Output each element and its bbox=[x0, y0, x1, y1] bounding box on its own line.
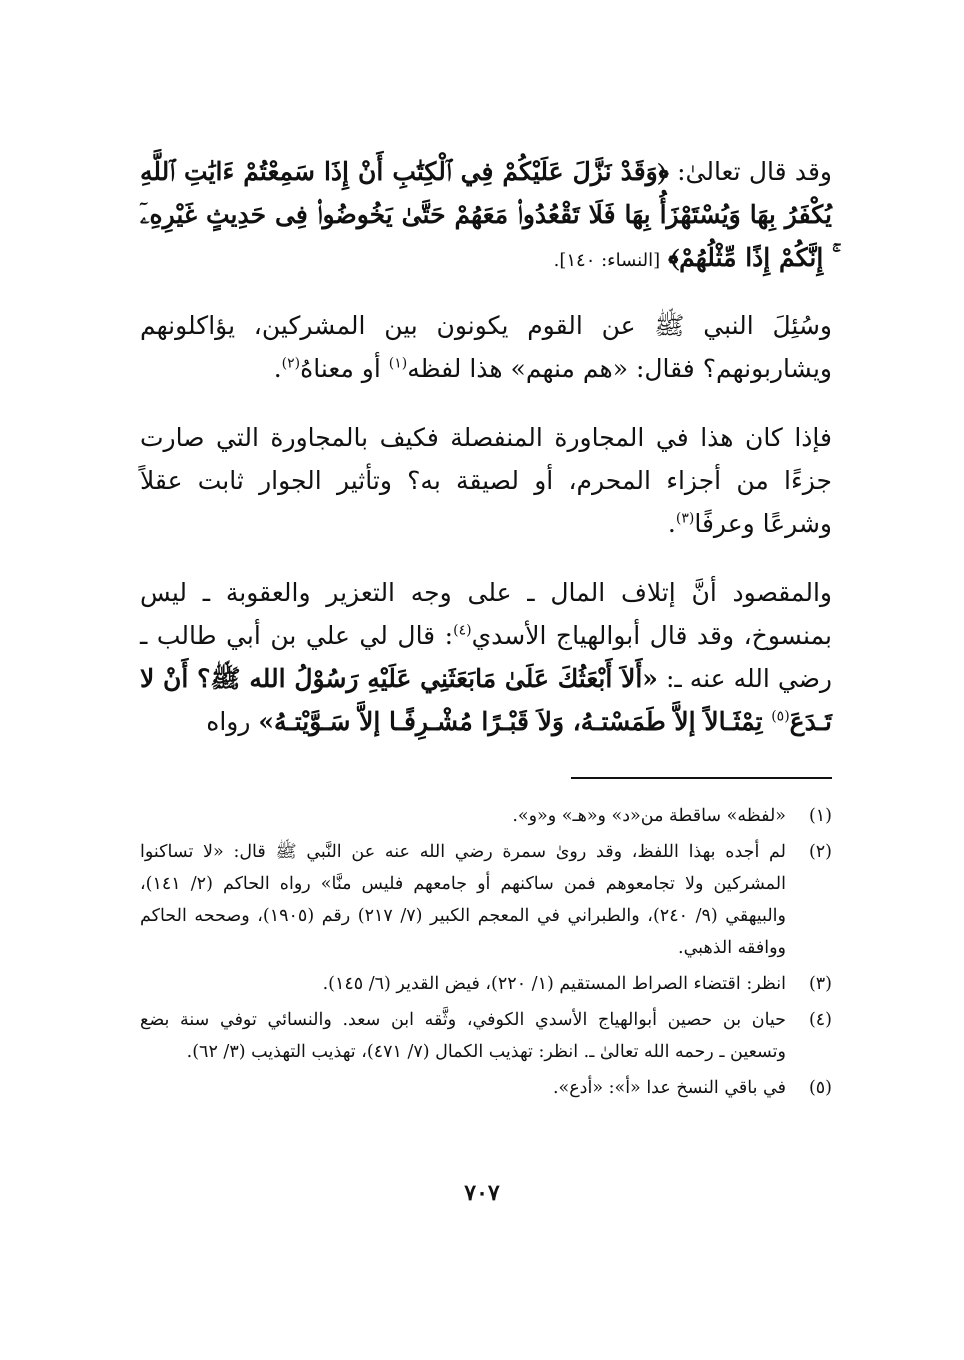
footnote-item bbox=[140, 1072, 832, 1104]
footnote-item bbox=[140, 800, 832, 832]
footnotes-section bbox=[140, 800, 832, 1108]
footnote-number: (٣) bbox=[808, 974, 832, 994]
paragraph-quran-verse bbox=[140, 150, 832, 282]
footnote-item bbox=[140, 968, 832, 1000]
paragraph-destruction-of-property bbox=[140, 571, 832, 743]
footnote-text: لم أجده بهذا اللفظ، وقد روىٰ سمرة رضي الله عنه عن النَّبي ﷺ قال: «لا تساكنوا المشركين ولا تجامعوهم فمن ساكنهم أو جامعهم فليس منَّا» رواه الحاكم (٢/ ١٤١)، والبيهقي (٩/ ٢٤٠)، والطبراني في المعجم الكبير (٧/ ٢١٧) رقم (١٩٠٥)، وصححه الحاكم ووافقه الذهبي. bbox=[140, 842, 786, 958]
footnote-ref-5[interactable]: (٥) bbox=[771, 708, 790, 725]
paragraph-text: فإذا كان هذا في المجاورة المنفصلة فكيف بالمجاورة التي صارت جزءًا من أجزاء المحرم، أو لصيقة به؟ وتأثير الجوار ثابت عقلاً وشرعًا وعرفًا bbox=[140, 423, 832, 538]
footnote-ref-3[interactable]: (٣) bbox=[675, 510, 695, 527]
quran-intro: وقد قال تعالىٰ: bbox=[668, 157, 832, 186]
paragraph-end: . bbox=[667, 509, 676, 538]
paragraph-text: أو معناهُ bbox=[300, 354, 389, 383]
footnote-number: (١) bbox=[808, 806, 832, 826]
footnote-number: (٥) bbox=[808, 1078, 832, 1098]
footnote-separator bbox=[571, 777, 832, 779]
hadith-quote: تِمْثَـالاً إلاَّ طَمَسْتـهُ، وَلاَ قَبْـرًا مُشْـرِفًـا إلاَّ سَـوَّيْتـهُ» bbox=[258, 707, 772, 736]
footnote-ref-4[interactable]: (٤) bbox=[453, 622, 472, 639]
footnote-ref-1[interactable]: (١) bbox=[388, 355, 408, 372]
footnote-text: انظر: اقتضاء الصراط المستقيم (١/ ٢٢٠)، فيض القدير (٦/ ١٤٥). bbox=[322, 974, 786, 994]
footnote-text: «لفظه» ساقطة من«د» و«هـ» و«و». bbox=[512, 806, 786, 826]
footnote-item bbox=[140, 1004, 832, 1068]
footnote-text: في باقي النسخ عدا «أ»: «أدع». bbox=[552, 1078, 786, 1098]
footnote-number: (٤) bbox=[808, 1010, 832, 1030]
footnote-ref-2[interactable]: (٢) bbox=[281, 355, 301, 372]
page-number: ٧٠٧ bbox=[464, 1180, 500, 1206]
footnote-number: (٢) bbox=[808, 842, 832, 862]
paragraph-text: وسُئِلَ النبي ﷺ عن القوم يكونون بين المشركين، يؤاكلونهم ويشاربونهم؟ فقال: «هم منهم» هذا لفظه bbox=[140, 311, 832, 383]
paragraph-text: والمقصود أنَّ إتلاف المال ـ على وجه التعزير والعقوبة ـ ليس بمنسوخ، وقد قال أبوالهياج الأسدي bbox=[140, 578, 832, 650]
hadith-quote: «أَلاَ أَبْعَثُكَ عَلَىٰ مَابَعَثَنِي عَلَيْهِ رَسُوْلُ الله ﷺ؟ أَنْ لا تَـدَعَ bbox=[140, 664, 832, 736]
quran-verse: ﴿وَقَدْ نَزَّلَ عَلَيْكُمْ فِي ٱلْكِتَٰبِ أَنْ إِذَا سَمِعْتُمْ ءَايَٰتِ ٱللَّهِ يُكْفَرُ بِهَا وَيُسْتَهْزَأُ بِهَا فَلَا تَقْعُدُوا۟ مَعَهُمْ حَتَّىٰ يَخُوضُوا۟ فِى حَدِيثٍ غَيْرِهِۦٓ ۚ إِنَّكُمْ إِذًا مِّثْلُهُمْ﴾ bbox=[140, 157, 832, 272]
paragraph-neighborhood bbox=[140, 416, 832, 545]
paragraph-end: . bbox=[273, 354, 282, 383]
verse-reference: [النساء: ١٤٠]. bbox=[553, 250, 661, 271]
paragraph-text: : قال لي علي بن أبي طالب ـ رضي الله عنه ـ: bbox=[140, 621, 832, 693]
footnote-item bbox=[140, 836, 832, 964]
paragraph-hadith-question bbox=[140, 304, 832, 390]
paragraph-end: رواه bbox=[206, 707, 259, 736]
main-text bbox=[140, 150, 832, 769]
footnote-text: حيان بن حصين أبوالهياج الأسدي الكوفي، وثَّقه ابن سعد. والنسائي توفي سنة بضع وتسعين ـ رحمه الله تعالىٰ ـ. انظر: تهذيب الكمال (٧/ ٤٧١)، تهذيب التهذيب (٣/ ٦٢). bbox=[140, 1010, 786, 1062]
